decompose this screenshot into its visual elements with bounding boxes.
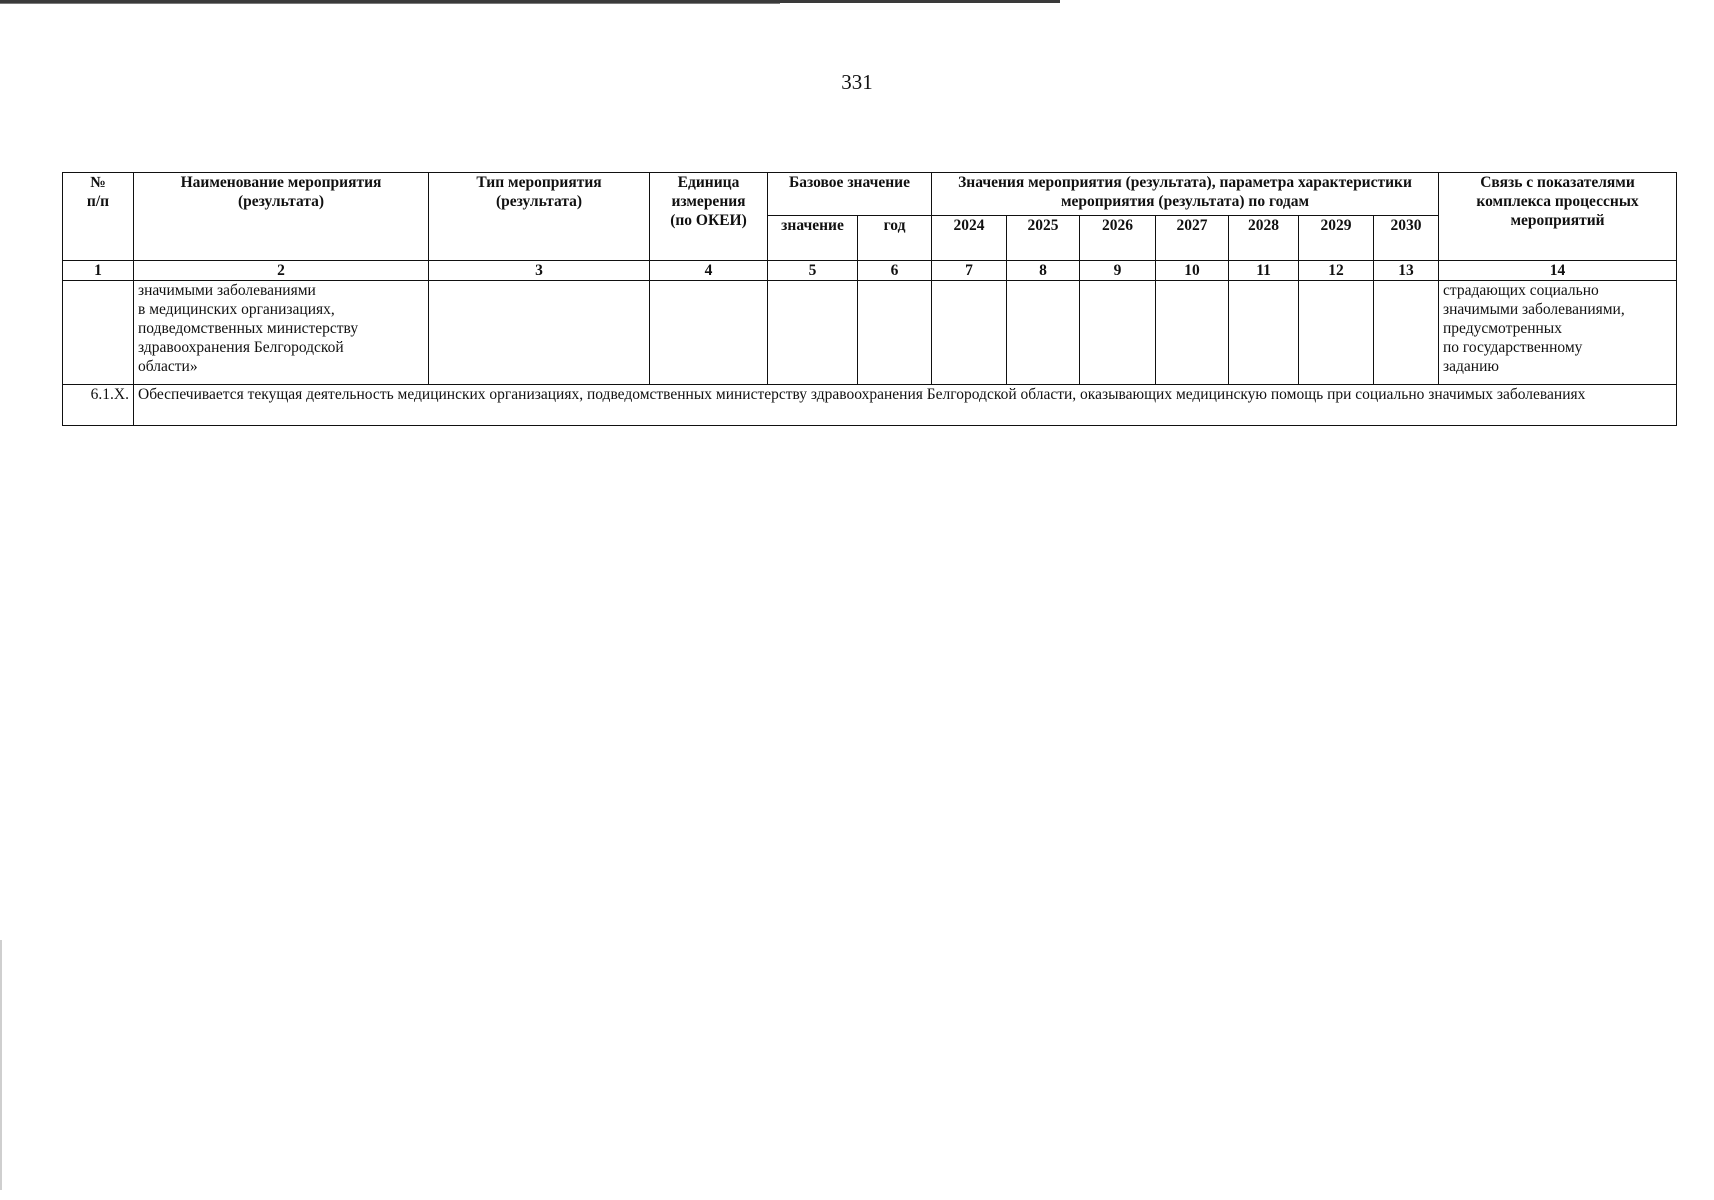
empty-cell [650,281,768,385]
activities-table [62,172,1677,426]
empty-cell [1374,281,1439,385]
column-number: 7 [932,261,1007,281]
column-number: 3 [429,261,650,281]
table-row [63,281,1677,385]
link-indicators-continuation: страдающих социально значимыми заболеваниями, предусмотренных по государственному заданию [1439,281,1677,385]
column-number: 10 [1156,261,1229,281]
column-number-row [63,261,1677,281]
header-unit: Единица измерения (по ОКЕИ) [650,173,768,261]
empty-cell [429,281,650,385]
column-number: 1 [63,261,134,281]
header-activity-type: Тип мероприятия (результата) [429,173,650,261]
column-number: 12 [1299,261,1374,281]
column-number: 4 [650,261,768,281]
scan-edge-line-secondary [0,3,780,4]
empty-cell [1007,281,1080,385]
column-number: 8 [1007,261,1080,281]
header-year: 2030 [1374,216,1439,261]
activity-name-continuation: значимыми заболеваниями в медицинских организациях, подведомственных министерству здравоохранения Белгородской области» [134,281,429,385]
header-year: 2028 [1229,216,1299,261]
column-number: 5 [768,261,858,281]
column-number: 11 [1229,261,1299,281]
task-description: Обеспечивается текущая деятельность медицинских организациях, подведомственных министерству здравоохранения Белгородской области, оказывающих медицинскую помощь при социально значимых заболеваниях [134,385,1677,426]
header-base-year: год [858,216,932,261]
table-row [63,385,1677,426]
header-years-group: Значения мероприятия (результата), параметра характеристики мероприятия (результата) по годам [932,173,1439,216]
task-number: 6.1.X. [63,385,134,426]
empty-cell [63,281,134,385]
header-year: 2026 [1080,216,1156,261]
column-number: 2 [134,261,429,281]
header-year: 2027 [1156,216,1229,261]
header-link-indicators: Связь с показателями комплекса процессных мероприятий [1439,173,1677,261]
empty-cell [1299,281,1374,385]
header-year: 2025 [1007,216,1080,261]
header-year: 2024 [932,216,1007,261]
header-activity-name: Наименование мероприятия (результата) [134,173,429,261]
header-row [63,173,1677,216]
scan-left-edge-mark [0,940,2,1190]
column-number: 14 [1439,261,1677,281]
empty-cell [1080,281,1156,385]
header-base-value-group: Базовое значение [768,173,932,216]
header-number: № п/п [63,173,134,261]
empty-cell [1229,281,1299,385]
empty-cell [858,281,932,385]
column-number: 6 [858,261,932,281]
empty-cell [1156,281,1229,385]
column-number: 9 [1080,261,1156,281]
header-year: 2029 [1299,216,1374,261]
page-number: 331 [841,70,873,94]
column-number: 13 [1374,261,1439,281]
empty-cell [932,281,1007,385]
header-base-value: значение [768,216,858,261]
empty-cell [768,281,858,385]
